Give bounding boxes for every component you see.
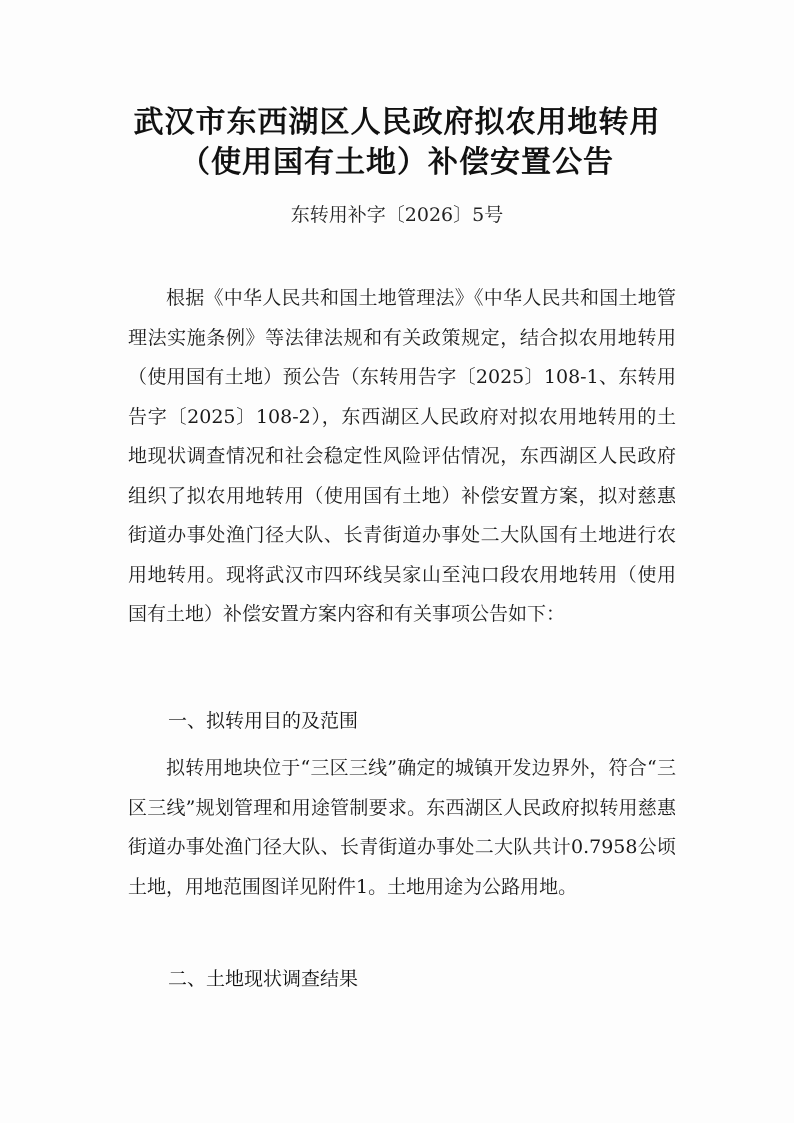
document-number: 东转用补字〔2026〕5号: [290, 204, 504, 226]
section1-paragraph: 拟转用地块位于“三区三线”确定的城镇开发边界外，符合“三区三线”规划管理和用途管制要求。东西湖区人民政府拟转用慈惠街道办事处渔门径大队、长青街道办事处二大队共计0.7958公顷土地，用地范围图详见附件1。土地用途为公路用地。: [128, 757, 676, 898]
intro-paragraph-block: [128, 279, 676, 635]
section1-paragraph-block: [128, 749, 676, 907]
intro-paragraph: 根据《中华人民共和国土地管理法》《中华人民共和国土地管理法实施条例》等法律法规和有关政策规定，结合拟农用地转用（使用国有土地）预公告（东转用告字〔2025〕108-1、东转用告字〔2025〕108-2），东西湖区人民政府对拟农用地转用的土地现状调查情况和社会稳定性风险评估情况，东西湖区人民政府组织了拟农用地转用（使用国有土地）补偿安置方案，拟对慈惠街道办事处渔门径大队、长青街道办事处二大队国有土地进行农用地转用。现将武汉市四环线吴家山至沌口段农用地转用（使用国有土地）补偿安置方案内容和有关事项公告如下：: [128, 287, 676, 625]
document-title-line1: 武汉市东西湖区人民政府拟农用地转用: [133, 105, 661, 140]
document-title-line2: （使用国有土地）补偿安置公告: [180, 145, 614, 180]
section2-heading: 二、土地现状调查结果: [168, 968, 359, 990]
section1-heading: 一、拟转用目的及范围: [168, 710, 359, 732]
